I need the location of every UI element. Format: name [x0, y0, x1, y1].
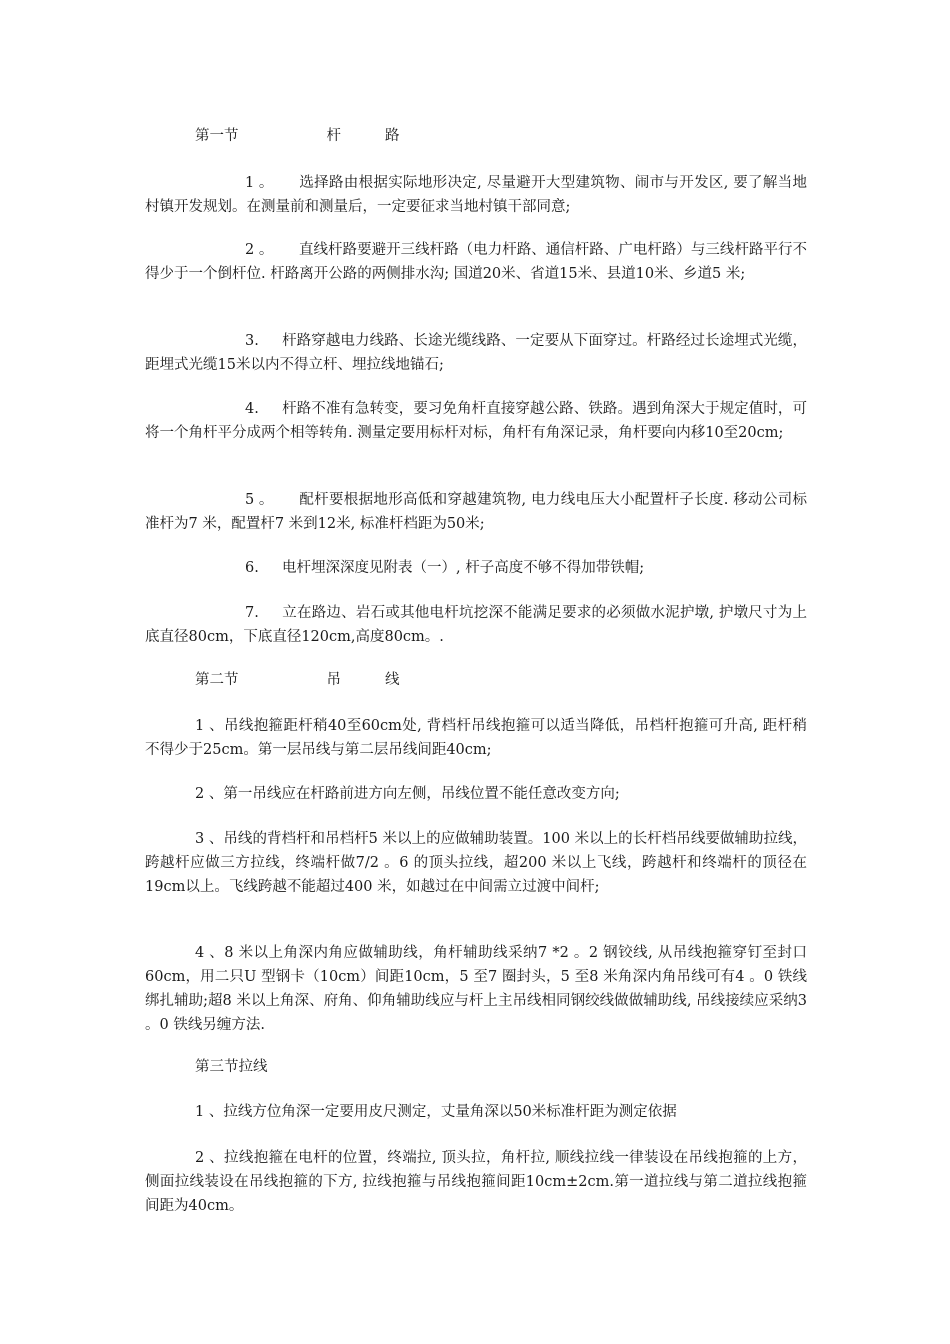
- item-number: 1 。: [245, 175, 274, 191]
- section-3-label: 第三节拉线: [195, 1059, 268, 1075]
- item-number: 5 。: [245, 492, 274, 508]
- section-3-item-1: 1 、拉线方位角深一定要用皮尺测定，丈量角深以50米标准杆距为测定依据: [195, 1104, 677, 1120]
- section-1-item-5: [145, 488, 807, 536]
- section-2-item-2: 2 、第一吊线应在杆路前进方向左侧，吊线位置不能任意改变方向;: [195, 786, 620, 802]
- item-text: 直线杆路要避开三线杆路（电力杆路、通信杆路、广电杆路）与三线杆路平行不得少于一个倒杆位. 杆路离开公路的两侧排水沟; 国道20米、省道15米、县道10米、乡道5 米;: [145, 242, 807, 282]
- item-text: 电杆埋深深度见附表（一）, 杆子高度不够不得加带铁帽;: [282, 560, 645, 576]
- section-2-heading: [195, 668, 400, 692]
- section-1-label: 第一节: [195, 128, 239, 144]
- section-2-title-a: 吊: [326, 672, 341, 688]
- section-1-item-7: [145, 601, 807, 649]
- item-number: 4.: [245, 401, 259, 417]
- section-2-item-1: 1 、吊线抱箍距杆稍40至60cm处, 背档杆吊线抱箍可以适当降低，吊档杆抱箍可升高, 距杆稍不得少于25cm。第一层吊线与第二层吊线间距40cm;: [145, 718, 807, 758]
- item-number: 2 。: [245, 242, 274, 258]
- item-text: 立在路边、岩石或其他电杆坑挖深不能满足要求的必须做水泥护墩, 护墩尺寸为上底直径80cm，下底直径120cm,高度80cm。.: [145, 605, 807, 645]
- section-3-item-2: 2 、拉线抱箍在电杆的位置，终端拉, 顶头拉，角杆拉, 顺线拉线一律装设在吊线抱箍的上方，侧面拉线装设在吊线抱箍的下方, 拉线抱箍与吊线抱箍间距10cm±2cm.第一道拉线与第二道拉线抱箍间距为40cm。: [145, 1150, 807, 1214]
- item-number: 7.: [245, 605, 259, 621]
- section-1-title-a: 杆: [326, 128, 341, 144]
- section-2-item-3: 3 、吊线的背档杆和吊档杆5 米以上的应做辅助装置。100 米以上的长杆档吊线要做辅助拉线，跨越杆应做三方拉线，终端杆做7/2 。6 的顶头拉线，超200 米以上飞线，跨越杆和终端杆的顶径在19cm以上。飞线跨越不能超过400 米，如越过在中间需立过渡中间杆;: [145, 831, 807, 895]
- item-text: 杆路不准有急转变，要习免角杆直接穿越公路、铁路。遇到角深大于规定值时，可将一个角杆平分成两个相等转角. 测量定要用标杆对标，角杆有角深记录，角杆要向内移10至20cm;: [145, 401, 807, 441]
- item-text: 选择路由根据实际地形决定, 尽量避开大型建筑物、闹市与开发区, 要了解当地村镇开发规划。在测量前和测量后，一定要征求当地村镇干部同意;: [145, 175, 807, 215]
- section-1-title-b: 路: [385, 128, 400, 144]
- item-number: 6.: [245, 560, 259, 576]
- item-number: 3.: [245, 333, 259, 349]
- section-1-item-6: [145, 556, 807, 580]
- section-2-title-b: 线: [385, 672, 400, 688]
- item-text: 杆路穿越电力线路、长途光缆线路、一定要从下面穿过。杆路经过长途埋式光缆，距埋式光缆15米以内不得立杆、埋拉线地锚石;: [145, 333, 807, 373]
- section-1-item-3: [145, 329, 807, 377]
- section-1-heading: [195, 124, 400, 148]
- section-1-item-4: [145, 397, 807, 445]
- section-1-item-2: [145, 238, 807, 286]
- section-1-item-1: [145, 171, 807, 219]
- section-3-heading: [195, 1055, 268, 1079]
- section-2-label: 第二节: [195, 672, 239, 688]
- section-2-item-4: 4 、8 米以上角深内角应做辅助线，角杆辅助线采纳7 *2 。2 钢铰线, 从吊线抱箍穿钉至封口60cm，用二只U 型钢卡（10cm）间距10cm，5 至7 圈封头，5 至8 米角深内角吊线可有4 。0 铁线绑扎辅助;超8 米以上角深、府角、仰角辅助线应与杆上主吊线相同钢绞线做做辅助线, 吊线接续应采纳3 。0 铁线另缠方法.: [145, 945, 807, 1033]
- item-text: 配杆要根据地形高低和穿越建筑物, 电力线电压大小配置杆子长度. 移动公司标准杆为7 米，配置杆7 米到12米, 标准杆档距为50米;: [145, 492, 807, 532]
